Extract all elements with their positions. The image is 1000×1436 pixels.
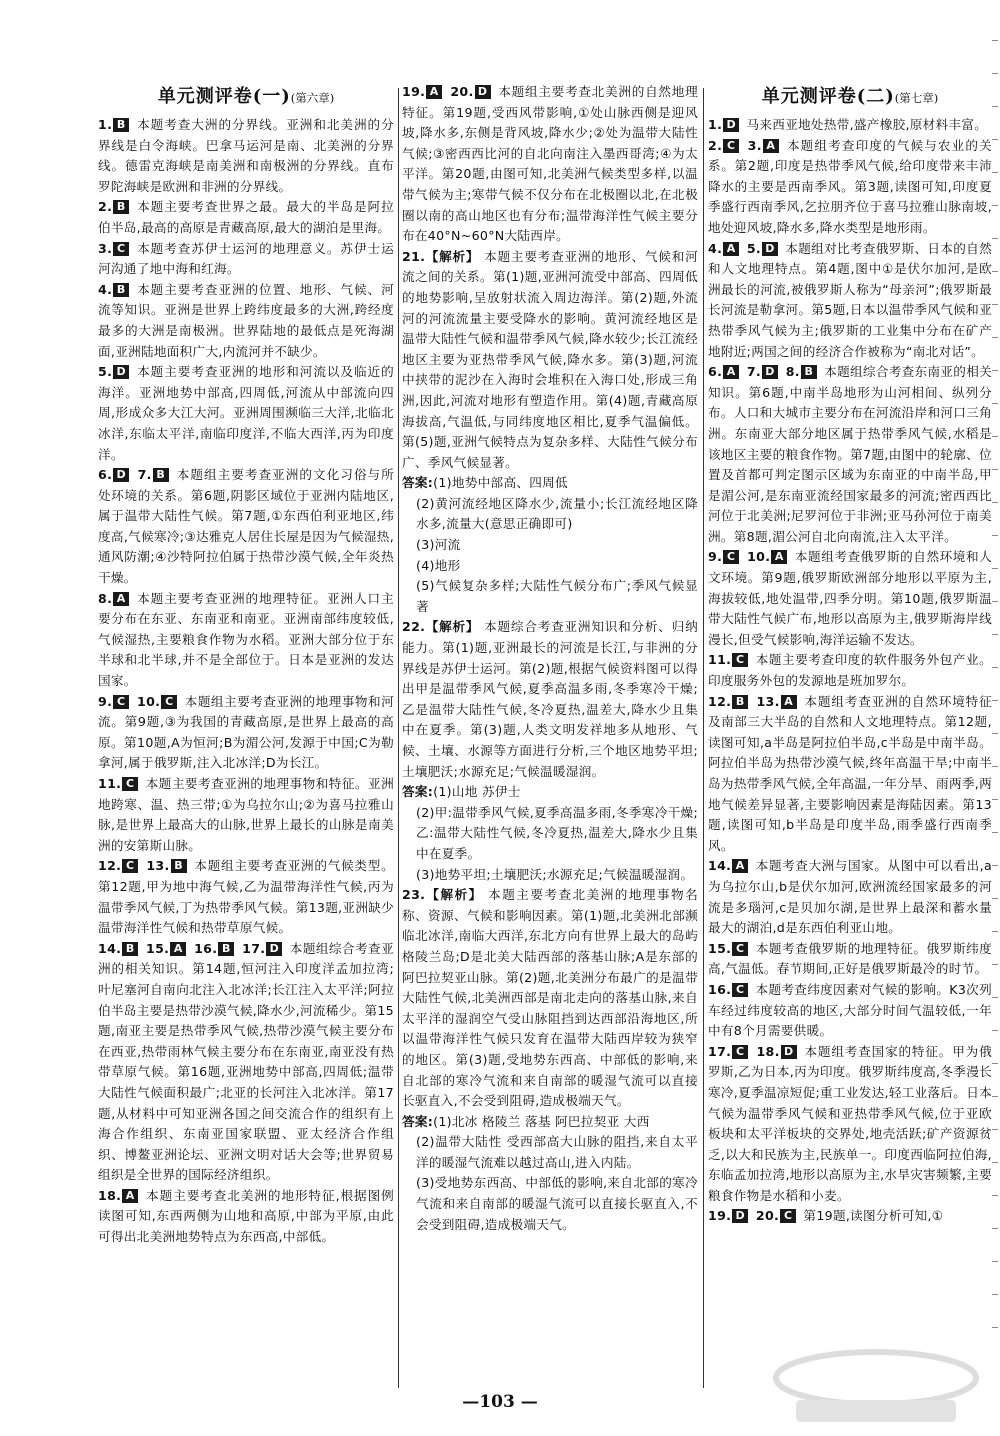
answer-item	[98, 692, 394, 774]
answer-item	[98, 1186, 394, 1248]
answer-line	[402, 1132, 698, 1173]
answer-choice-badge: D	[723, 118, 739, 132]
edge-tick	[992, 832, 998, 833]
explanation-text: 本题主要考查亚洲的地理特征。亚洲人口主要分布在东亚、东南亚和南亚。亚洲南部纬度较低,气候湿热,主要粮食作物为水稻。亚洲大部分位于东半球和北半球,并不是全部位于。日本是亚洲的发达国家。	[98, 590, 394, 689]
edge-tick	[992, 370, 998, 371]
answer-item	[708, 1042, 992, 1207]
answer-label: 答案:	[402, 1113, 434, 1129]
edge-tick	[992, 1261, 998, 1262]
answer-line	[402, 865, 698, 886]
answer-text: (2)温带大陆性 受西部高大山脉的阻挡,来自太平洋的暖湿气流难以越过高山,进入内陆。	[416, 1134, 698, 1170]
edge-tick	[992, 733, 998, 734]
question-number: 7.	[742, 364, 762, 380]
edge-tick	[992, 1294, 998, 1295]
answer-choice-badge: B	[801, 365, 817, 379]
explanation-text: 本题考查大洲的分界线。亚洲和北美洲的分界线是白令海峡。巴拿马运河是南、北美洲的分界线。德雷克海峡是南美洲和南极洲的分界线。直布罗陀海峡是欧洲和非洲的分界线。	[98, 117, 394, 194]
unit-title-text: 单元测评卷(二)	[761, 86, 895, 107]
unit-title	[98, 82, 394, 113]
question-number: 15.	[708, 940, 732, 956]
explanation-text: 本题主要考查北美洲的地形特征,根据图例读图可知,东西两侧为山地和高原,中部为平原,由此可得出北美洲地势特点为东西高,中部低。	[98, 1187, 394, 1245]
answer-item	[708, 856, 992, 938]
answer-line	[402, 803, 698, 865]
answer-choice-badge: D	[113, 365, 129, 379]
answer-item	[98, 239, 394, 280]
question-number: 3.	[742, 137, 762, 153]
question-number: 8.	[98, 590, 113, 606]
watermark-logo	[766, 1346, 986, 1428]
answer-choice-badge: D	[762, 242, 778, 256]
answer-choice-badge: B	[171, 859, 187, 873]
edge-tick	[992, 898, 998, 899]
answer-item	[98, 465, 394, 589]
explanation-text: 本题组对比考查俄罗斯、日本的自然和人文地理特点。第4题,图中①是伏尔加河,是欧洲最长的河流,被俄罗斯人称为“母亲河”;俄罗斯最长河流是勒拿河。第5题,日本以温带季风气候和亚热带季风气候为主;俄罗斯的工业集中分布在矿产地附近;两国之间的经济合作被称为“南北对话”。	[708, 240, 992, 359]
explanation-text: 本题组主要考查亚洲的文化习俗与所处环境的关系。第6题,阴影区域位于亚洲内陆地区,属于温带大陆性气候。第7题,①东西伯利亚地区,纬度高,气候寒冷;③达雅克人居住长屋是因为气候湿热,通风防潮;④沙特阿拉伯属于热带沙漠气候,全年炎热干燥。	[98, 467, 394, 586]
watermark-logo-graphic	[766, 1346, 986, 1428]
edge-tick	[992, 865, 998, 866]
page-number: —103 —	[462, 1392, 538, 1412]
analysis-tag: 【解析】	[425, 887, 483, 903]
edge-tick	[992, 634, 998, 635]
edge-tick	[992, 535, 998, 536]
question-number: 11.	[708, 652, 732, 668]
edge-tick	[992, 997, 998, 998]
answer-item	[98, 589, 394, 692]
explanation-text: 本题组主要考查亚洲的地理事物和河流。第9题,③为我国的青藏高原,是世界上最高的高原。第10题,A为恒河;B为湄公河,发源于中国;C为勒拿河,属于俄罗斯,注入北冰洋;D为长江。	[98, 693, 394, 771]
answer-choice-badge: D	[113, 468, 129, 482]
answer-choice-badge: D	[475, 85, 491, 99]
answer-choice-badge: C	[113, 695, 129, 709]
edge-tick	[992, 1195, 998, 1196]
edge-tick	[992, 73, 998, 74]
unit-title	[708, 82, 992, 113]
answer-choice-badge: B	[113, 283, 129, 297]
analysis-tag: 【解析】	[425, 248, 480, 264]
explanation-text: 本题考查俄罗斯的地理特征。俄罗斯纬度高,气温低。春节期间,正好是俄罗斯最冷的时节。	[708, 940, 992, 977]
answer-item	[708, 547, 992, 650]
answer-item	[402, 885, 698, 1112]
question-number: 13.	[751, 693, 780, 709]
explanation-text: 本题组综合考查东南亚的相关知识。第6题,中南半岛地形为山河相间、纵列分布。人口和大城市主要分布在河流沿岸和河口三角洲。东南亚大部分地区属于热带季风气候,水稻是该地区主要的粮食作物。第7题,由图中的轮廓、位置及首都可判定图示区域为东南亚的中南半岛,甲是湄公河,是东南亚流经国家最多的河流;密西西比河位于北美洲;尼罗河位于非洲;亚马孙河位于南美洲。第8题,湄公河自北向南流,注入太平洋。	[708, 364, 992, 544]
unit-title-chapter: (第七章)	[894, 91, 939, 105]
answer-item	[98, 197, 394, 238]
answer-choice-badge: C	[732, 942, 748, 956]
answer-item	[98, 856, 394, 938]
answer-item	[708, 939, 992, 980]
answer-choice-badge: C	[723, 550, 739, 564]
question-number: 4.	[708, 240, 723, 256]
answer-text: (1)山地 苏伊士	[433, 784, 521, 800]
answer-block	[402, 782, 698, 885]
explanation-text: 本题主要考查亚洲的位置、地形、气候、河流等知识。亚洲是世界上跨纬度最多的大洲,跨经度最多的大洲是南极洲。世界陆地的最低点是死海湖面,亚洲陆地面积广大,内流河并不缺少。	[98, 281, 394, 359]
edge-tick	[992, 568, 998, 569]
question-number: 1.	[98, 117, 113, 132]
answer-choice-badge: A	[763, 139, 779, 153]
edge-tick	[992, 502, 998, 503]
answer-choice-badge: A	[732, 859, 748, 873]
unit-title-chapter: (第六章)	[290, 91, 335, 105]
edge-tick	[992, 403, 998, 404]
edge-tick	[992, 1063, 998, 1064]
explanation-text: 本题考查纬度因素对气候的影响。K3次列车经过纬度较高的地区,大部分时间气温较低,一年中有8个月需要供暖。	[708, 981, 992, 1039]
column-2	[402, 82, 698, 1402]
answer-item	[402, 247, 698, 474]
explanation-text: 本题组考查俄罗斯的自然环境和人文环境。第9题,俄罗斯欧洲部分地形以平原为主,海拔较低,地处温带,四季分明。第10题,俄罗斯温带大陆性气候广布,地形以高原为主,俄罗斯海岸线漫长,但受气候影响,海洋运输不发达。	[708, 549, 992, 647]
edge-tick-marks	[988, 40, 1000, 1390]
answer-choice-badge: C	[732, 983, 748, 997]
answer-item	[98, 939, 394, 1186]
answer-line	[402, 556, 698, 577]
explanation-text: 本题主要考查印度的软件服务外包产业。印度服务外包的发源地是班加罗尔。	[708, 652, 992, 689]
answer-item	[708, 1206, 992, 1227]
question-number: 21.	[402, 248, 426, 264]
edge-tick	[992, 139, 998, 140]
answer-item	[708, 980, 992, 1042]
edge-tick	[992, 205, 998, 206]
explanation-text: 本题主要考查亚洲的地形、气候和河流之间的关系。第(1)题,亚洲河流受中部高、四周低的地势影响,呈放射状流入周边海洋。第(2)题,外流河的河流流量主要受降水的影响。黄河流经地区是温带大陆性气候和温带季风气候,降水较少;长江流经地区主要为亚热带季风气候,降水多。第(3)题,河流中挟带的泥沙在入海时会堆积在入海口处,形成三角洲,因此,河流对地形有塑造作用。第(4)题,青藏高原海拔高,气温低,与同纬度地区相比,夏季气温偏低。第(5)题,亚洲气候特点为复杂多样、大陆性气候分布广、季风气候显著。	[402, 248, 698, 470]
answer-item	[708, 239, 992, 363]
edge-tick	[992, 1228, 998, 1229]
question-number: 17.	[237, 940, 266, 956]
answer-text: (3)河流	[416, 537, 461, 553]
edge-tick	[992, 469, 998, 470]
question-number: 20.	[751, 1208, 780, 1224]
answer-choice-badge: B	[153, 468, 169, 482]
edge-tick	[992, 238, 998, 239]
question-number: 9.	[708, 549, 723, 565]
explanation-text: 本题主要考查亚洲的地理事物和特征。亚洲地跨寒、温、热三带;①为乌拉尔山;②为喜马拉雅山脉,是世界上最高大的山脉,世界上最长的山脉是南美洲的安第斯山脉。	[98, 776, 394, 853]
edge-tick	[992, 766, 998, 767]
answer-item	[98, 115, 394, 197]
edge-tick	[992, 106, 998, 107]
explanation-text: 本题组主要考查北美洲的自然地理特征。第19题,受西风带影响,①处山脉西侧是迎风坡,降水多,东侧是背风坡,降水少;②处为温带大陆性气候;③密西西比河的自北向南注入墨西哥湾;④为太平洋。第20题,由图可知,北美洲气候类型多样,以温带气候为主;寒带气候不仅分布在北极圈以北,在北极圈以南的高山地区也有分布;温带海洋性气候主要分布在40°N~60°N大陆西岸。	[402, 84, 698, 244]
question-number: 16.	[708, 981, 732, 997]
answer-text: (1)北冰 格陵兰 落基 阿巴拉契亚 大西	[433, 1113, 650, 1129]
question-number: 17.	[708, 1043, 732, 1059]
answer-choice-badge: A	[170, 942, 186, 956]
edge-tick	[992, 1129, 998, 1130]
answer-choice-badge: A	[113, 592, 129, 606]
explanation-text: 本题组考查印度的气候与农业的关系。第2题,印度是热带季风气候,给印度带来丰沛降水的主要是西南季风。第3题,读图可知,印度夏季盛行西南季风,乞拉朋齐位于喜马拉雅山脉南坡,地处迎风坡,降水多,降水类型是地形雨。	[708, 137, 992, 235]
answer-choice-badge: C	[732, 1045, 748, 1059]
answer-item	[98, 362, 394, 465]
question-number: 13.	[141, 858, 170, 874]
column-3	[708, 82, 992, 1402]
answer-text: (2)黄河流经地区降水少,流量小;长江流经地区降水多,流量大(意思正确即可)	[416, 495, 698, 532]
question-number: 1.	[708, 117, 723, 132]
edge-tick	[992, 304, 998, 305]
question-number: 18.	[751, 1043, 780, 1059]
question-number: 4.	[98, 281, 113, 297]
answer-choice-badge: A	[723, 242, 739, 256]
edge-tick	[992, 271, 998, 272]
edge-tick	[992, 931, 998, 932]
answer-line	[402, 782, 698, 803]
edge-tick	[992, 667, 998, 668]
answer-text: (3)地势平坦;土壤肥沃;水源充足;气候温暖湿润。	[416, 866, 694, 882]
explanation-text: 第19题,读图分析可知,①	[799, 1208, 944, 1224]
answer-choice-badge: C	[723, 139, 739, 153]
explanation-text: 本题主要考查亚洲的地形和河流以及临近的海洋。亚洲地势中部高,四周低,河流从中部流向四周,形成众多大江大河。亚洲周围濒临三大洋,北临北冰洋,东临太平洋,南临印度洋,不临大西洋,丙为印度洋。	[98, 364, 394, 462]
answer-label: 答案:	[402, 475, 434, 491]
answer-item	[708, 115, 992, 136]
edge-tick	[992, 601, 998, 602]
answer-item	[98, 774, 394, 856]
edge-tick	[992, 1327, 998, 1328]
explanation-text: 本题组考查亚洲的自然环境特征及南部三大半岛的自然和人文地理特点。第12题,读图可知,a半岛是阿拉伯半岛,c半岛是中南半岛。阿拉伯半岛为热带沙漠气候,终年高温干旱;中南半岛为热带季风气候,全年高温,一年分旱、雨两季,两地气候差异显著,主要影响因素是海陆因素。第13题,读图可知,b半岛是印度半岛,雨季盛行西南季风。	[708, 693, 992, 853]
edge-tick	[992, 1162, 998, 1163]
answer-item	[708, 362, 992, 547]
answer-label: 答案:	[402, 784, 434, 800]
answer-choice-badge: B	[113, 200, 129, 214]
answer-choice-badge: D	[762, 365, 778, 379]
question-number: 9.	[98, 693, 113, 709]
question-number: 5.	[742, 240, 762, 256]
edge-tick	[992, 1096, 998, 1097]
edge-tick	[992, 964, 998, 965]
answer-choice-badge: D	[732, 1209, 748, 1223]
question-number: 16.	[189, 940, 218, 956]
explanation-text: 本题考查苏伊士运河的地理意义。苏伊士运河沟通了地中海和红海。	[98, 240, 394, 277]
explanation-text: 马来西亚地处热带,盛产橡胶,原材料丰富。	[742, 117, 988, 132]
answer-choice-badge: B	[732, 695, 748, 709]
question-number: 12.	[708, 693, 732, 709]
question-number: 2.	[708, 137, 723, 153]
question-number: 3.	[98, 240, 113, 256]
question-number: 11.	[98, 776, 122, 791]
question-number: 14.	[708, 858, 732, 874]
answer-choice-badge: B	[113, 118, 129, 132]
question-number: 19.	[402, 84, 426, 99]
edge-tick	[992, 700, 998, 701]
answer-choice-badge: C	[732, 653, 748, 667]
answer-text: (4)地形	[416, 557, 461, 573]
analysis-tag: 【解析】	[425, 619, 480, 635]
question-number: 6.	[98, 467, 113, 483]
edge-tick	[992, 40, 998, 41]
explanation-text: 本题综合考查亚洲知识和分析、归纳能力。第(1)题,亚洲最长的河流是长江,与非洲的分界线是苏伊士运河。第(2)题,根据气候资料图可以得出甲是温带季风气候,夏季高温多雨,冬季寒冷干燥;乙是温带大陆性气候,冬冷夏热,温差大,降水少且集中在夏季。第(3)题,人类文明发祥地多从地形、气候、土壤、水源等方面进行分析,三个地区地势平坦;土壤肥沃;水源充足;气候温暖湿润。	[402, 619, 698, 779]
answer-line	[402, 535, 698, 556]
answer-block	[402, 1112, 698, 1236]
question-number: 22.	[402, 619, 426, 635]
explanation-text: 本题考查大洲与国家。从图中可以看出,a为乌拉尔山,b是伏尔加河,欧洲流经国家最多的河流是多瑙河,c是贝加尔湖,是世界上最深和蓄水量最大的湖泊,d是东西伯利亚山地。	[708, 858, 992, 936]
answer-choice-badge: B	[122, 942, 138, 956]
answer-choice-badge: A	[426, 85, 442, 99]
answer-item	[402, 82, 698, 247]
column-divider	[703, 88, 704, 1388]
answer-text: (5)气候复杂多样;大陆性气候分布广;季风气候显著	[416, 578, 698, 614]
answer-text: (3)受地势东西高、中部低的影响,来自北部的寒冷气流和来自南部的暖湿气流可以直接长驱直入,不会受到阻碍,造成极端天气。	[416, 1175, 698, 1232]
explanation-text: 本题组主要考查亚洲的气候类型。第12题,甲为地中海气候,乙为温带海洋性气候,丙为温带季风气候,丁为热带季风气候。第13题,亚洲缺少温带海洋性气候和热带草原气候。	[98, 858, 394, 936]
explanation-text: 本题组综合考查亚洲的相关知识。第14题,恒河注入印度洋孟加拉湾;叶尼塞河自南向北注入北冰洋;长江注入太平洋;阿拉伯半岛主要是热带沙漠气候,降水少,河流稀少。第15题,南亚主要是热带季风气候,热带沙漠气候主要分布在西亚,热带雨林气候主要分布在东南亚,南亚没有热带草原气候。第16题,亚洲地势中部高,四周低;温带大陆性气候面积最广;北亚的长河注入北冰洋。第17题,从材料中可知亚洲各国之间交流合作的组织有上海合作组织、东南亚国家联盟、亚太经济合作组织、博鳌亚洲论坛、亚洲文明对话大会等;世界贸易组织是全世界的国际经济组织。	[98, 940, 394, 1183]
column-divider	[398, 88, 399, 1388]
answer-text: (2)甲:温带季风气候,夏季高温多雨,冬季寒冷干燥;乙:温带大陆性气候,冬冷夏热,温差大,降水少且集中在夏季。	[416, 804, 698, 861]
edge-tick	[992, 799, 998, 800]
answer-item	[708, 692, 992, 857]
answer-choice-badge: C	[161, 695, 177, 709]
question-number: 2.	[98, 199, 113, 215]
question-number: 8.	[781, 364, 800, 380]
answer-choice-badge: C	[122, 777, 138, 791]
question-number: 23.	[402, 887, 426, 903]
answer-text: (1)地势中部高、四周低	[433, 475, 568, 491]
explanation-text: 本题主要考查世界之最。最大的半岛是阿拉伯半岛,最高的高原是青藏高原,最大的湖泊是里海。	[98, 199, 394, 235]
answer-choice-badge: D	[781, 1045, 797, 1059]
explanation-text: 本题主要考查北美洲的地理事物名称、资源、气候和影响因素。第(1)题,北美洲北部濒临北冰洋,南临大西洋,东北方向有世界上最大的岛屿格陵兰岛;D是北美大陆西部的落基山脉;A是东部的阿巴拉契亚山脉。第(2)题,北美洲分布最广的是温带大陆性气候,北美洲西部是南北走向的落基山脉,来自太平洋的湿润空气受山脉阻挡到达西部沿海地区,所以温带海洋性气候只发育在温带大陆西岸较为狭窄的地区。第(3)题,受地势东西高、中部低的影响,来自北部的寒冷气流和来自南部的暖湿气流可以直接长驱直入,不会受到阻碍,造成极端天气。	[402, 887, 698, 1109]
column-1	[98, 82, 394, 1402]
answer-item	[402, 617, 698, 782]
question-number: 15.	[141, 940, 170, 956]
edge-tick	[992, 436, 998, 437]
answer-line	[402, 1173, 698, 1235]
question-number: 10.	[132, 693, 161, 709]
edge-tick	[992, 172, 998, 173]
answer-choice-badge: B	[218, 942, 234, 956]
answer-choice-badge: A	[781, 695, 797, 709]
edge-tick	[992, 337, 998, 338]
answer-choice-badge: A	[771, 550, 787, 564]
answer-block	[402, 473, 698, 617]
explanation-text: 本题组考查国家的特征。甲为俄罗斯,乙为日本,丙为印度。俄罗斯纬度高,冬季漫长寒冷,夏季温凉短促;重工业发达,轻工业落后。日本气候为温带季风气候和亚热带季风气候,位于亚欧板块和太平洋板块的交界处,地壳活跃;矿产资源贫乏,以大和民族为主,民族单一。印度西临阿拉伯海,东临孟加拉湾,地形以高原为主,水旱灾害频繁,主要粮食作物是水稻和小麦。	[708, 1043, 992, 1203]
question-number: 14.	[98, 940, 122, 956]
answer-line	[402, 1112, 698, 1133]
answer-choice-badge: C	[113, 242, 129, 256]
edge-tick	[992, 1030, 998, 1031]
answer-item	[708, 136, 992, 239]
question-number: 5.	[98, 364, 113, 380]
answer-choice-badge: A	[122, 1189, 138, 1203]
answer-choice-badge: D	[266, 942, 282, 956]
question-number: 7.	[132, 467, 152, 483]
unit-title-text: 单元测评卷(一)	[157, 86, 291, 107]
answer-line	[402, 494, 698, 535]
answer-item	[98, 280, 394, 362]
answer-choice-badge: A	[723, 365, 739, 379]
question-number: 18.	[98, 1187, 122, 1203]
question-number: 12.	[98, 858, 122, 874]
answer-item	[708, 650, 992, 691]
question-number: 20.	[445, 84, 474, 99]
question-number: 19.	[708, 1208, 732, 1224]
answer-line	[402, 576, 698, 617]
question-number: 6.	[708, 364, 723, 380]
answer-choice-badge: C	[122, 859, 138, 873]
question-number: 10.	[742, 549, 771, 565]
answer-line	[402, 473, 698, 494]
answer-choice-badge: C	[780, 1209, 796, 1223]
